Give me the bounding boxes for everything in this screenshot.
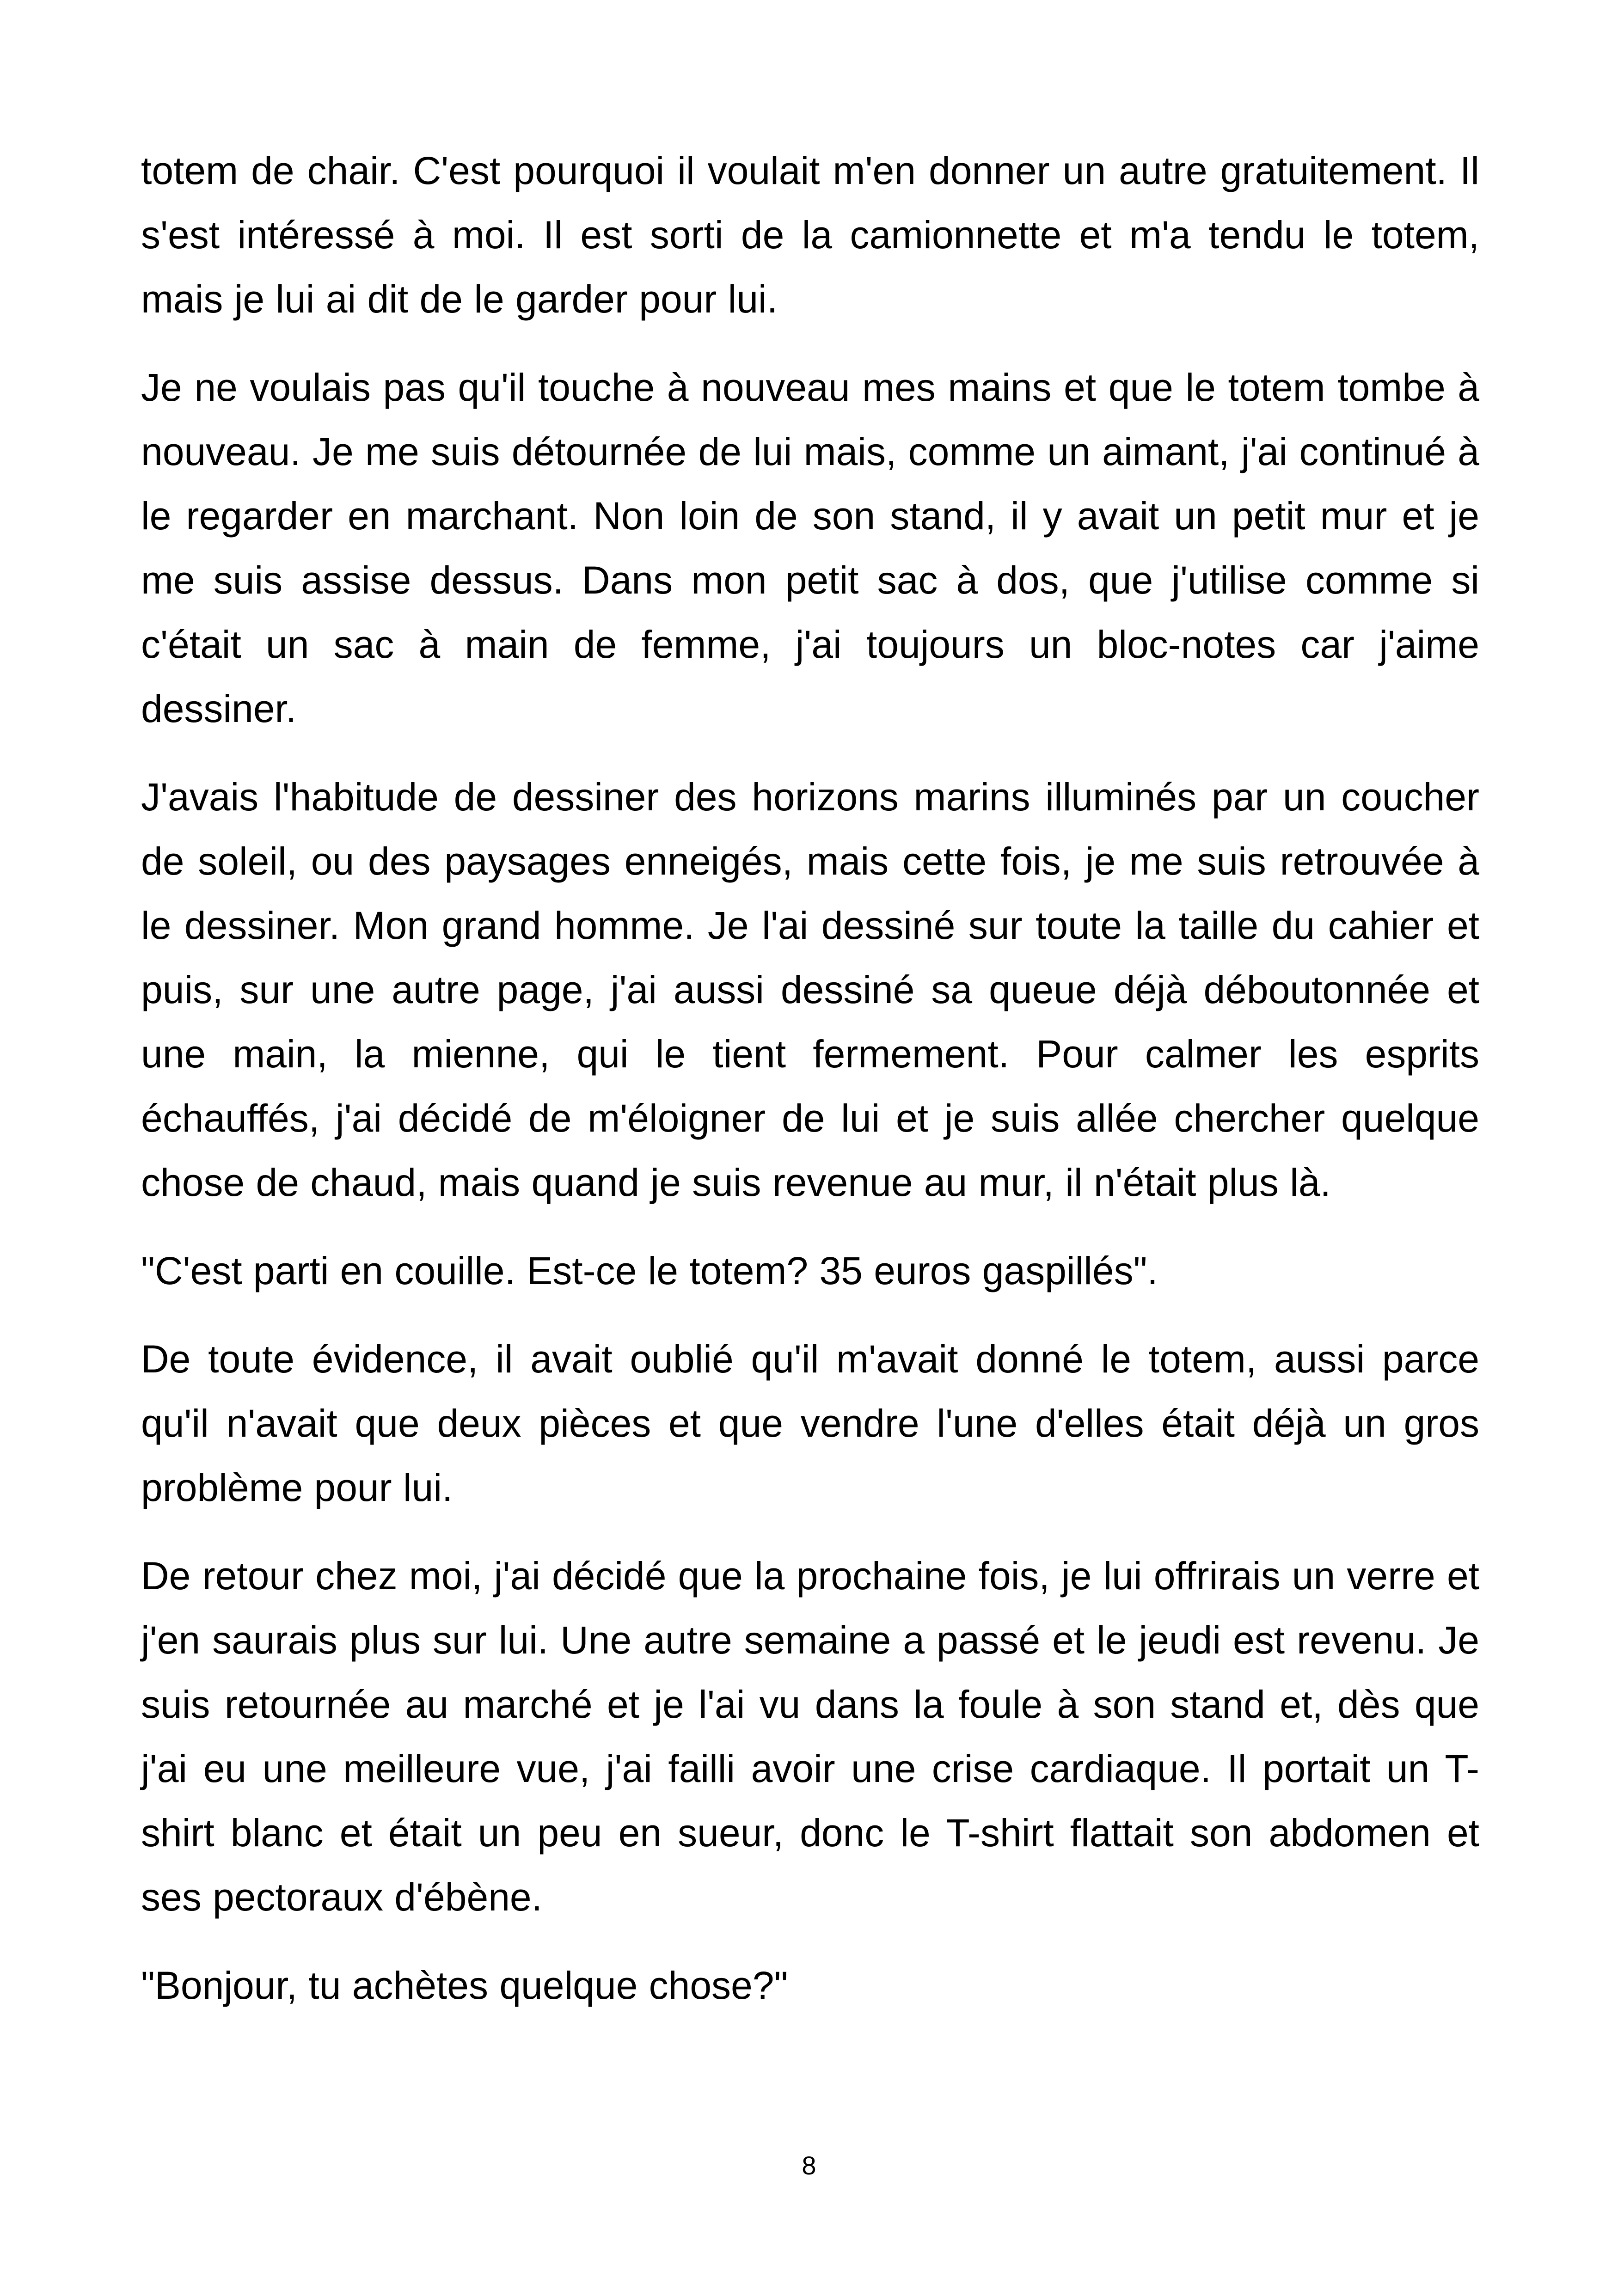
paragraph: J'avais l'habitude de dessiner des horizons marins illuminés par un coucher de soleil, ou des paysages enneigés, mais cette fois, je me suis retrouvée à le dessiner. Mon grand homme. Je l'ai dessiné sur toute la taille du cahier et puis, sur une autre page, j'ai aussi dessiné sa queue déjà déboutonnée et une main, la mienne, qui le tient fermement. Pour calmer les esprits échauffés, j'ai décidé de m'éloigner de lui et je suis allée chercher quelque chose de chaud, mais quand je suis revenue au mur, il n'était plus là.: [141, 775, 1479, 1204]
paragraph: Je ne voulais pas qu'il touche à nouveau mes mains et que le totem tombe à nouveau. Je me suis détournée de lui mais, comme un aimant, j'ai continué à le regarder en marchant. Non loin de son stand, il y avait un petit mur et je me suis assise dessus. Dans mon petit sac à dos, que j'utilise comme si c'était un sac à main de femme, j'ai toujours un bloc-notes car j'aime dessiner.: [141, 366, 1479, 730]
paragraph: De retour chez moi, j'ai décidé que la prochaine fois, je lui offrirais un verre et j'en saurais plus sur lui. Une autre semaine a passé et le jeudi est revenu. Je suis retournée au marché et je l'ai vu dans la foule à son stand et, dès que j'ai eu une meilleure vue, j'ai failli avoir une crise cardiaque. Il portait un T-shirt blanc et était un peu en sueur, donc le T-shirt flattait son abdomen et ses pectoraux d'ébène.: [141, 1554, 1479, 1919]
page-number: 8: [802, 2151, 816, 2180]
paragraph: totem de chair. C'est pourquoi il voulait m'en donner un autre gratuitement. Il s'est intéressé à moi. Il est sorti de la camionnette et m'a tendu le totem, mais je lui ai dit de le garder pour lui.: [141, 149, 1479, 321]
paragraph: De toute évidence, il avait oublié qu'il m'avait donné le totem, aussi parce qu'il n'avait que deux pièces et que vendre l'une d'elles était déjà un gros problème pour lui.: [141, 1337, 1479, 1509]
paragraph: "Bonjour, tu achètes quelque chose?": [141, 1964, 788, 2007]
paragraph: "C'est parti en couille. Est-ce le totem? 35 euros gaspillés".: [141, 1249, 1158, 1292]
page-body: [141, 139, 1479, 2042]
